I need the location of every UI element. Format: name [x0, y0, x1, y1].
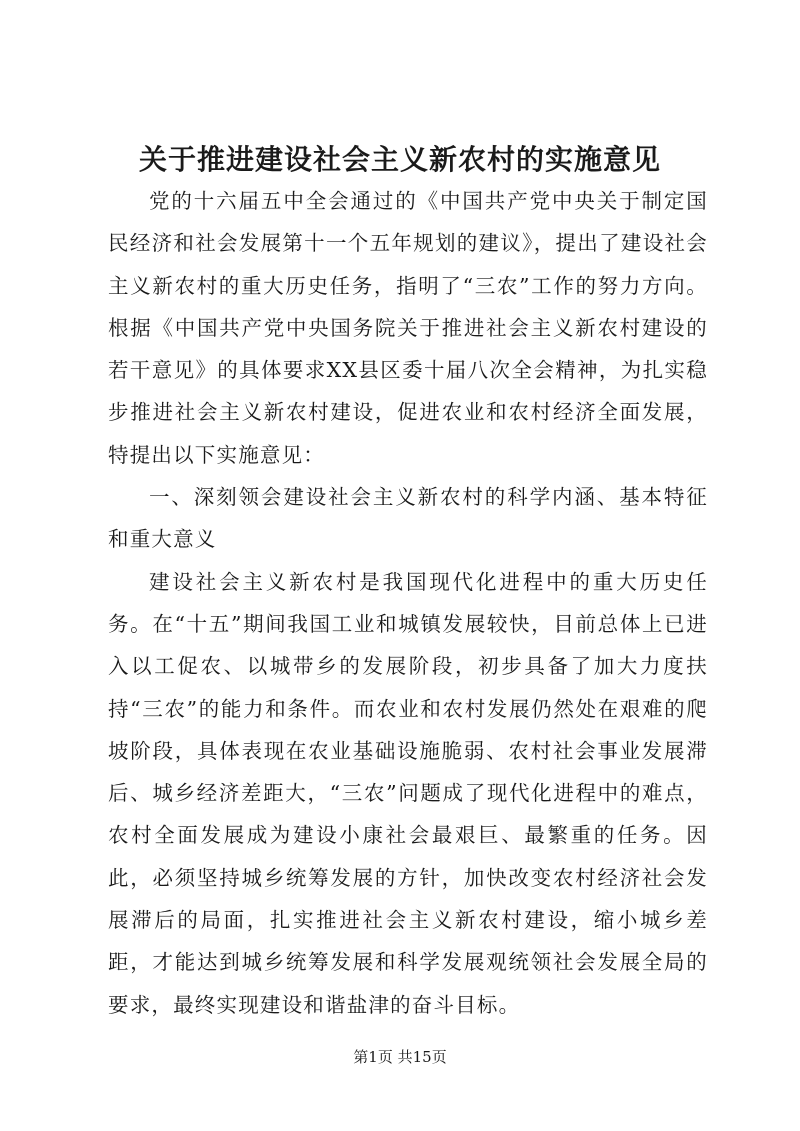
- paragraph-section-1: 建设社会主义新农村是我国现代化进程中的重大历史任务。在“十五”期间我国工业和城镇发展较快，目前总体上已进入以工促农、以城带乡的发展阶段，初步具备了加大力度扶持“三农”的能力和条件。而农业和农村发展仍然处在艰难的爬坡阶段，具体表现在农业基础设施脆弱、农村社会事业发展滞后、城乡经济差距大，“三农”问题成了现代化进程中的难点，农村全面发展成为建设小康社会最艰巨、最繁重的任务。因此，必须坚持城乡统筹发展的方针，加快改变农村经济社会发展滞后的局面，扎实推进社会主义新农村建设，缩小城乡差距，才能达到城乡统筹发展和科学发展观统领社会发展全局的要求，最终实现建设和谐盐津的奋斗目标。: [108, 569, 708, 1017]
- document-body: [108, 180, 708, 1026]
- section-heading-1: 一、深刻领会建设社会主义新农村的科学内涵、基本特征和重大意义: [108, 485, 708, 552]
- document-title: 关于推进建设社会主义新农村的实施意见: [138, 143, 661, 176]
- page-indicator: 第1页 共15页: [353, 1048, 447, 1066]
- paragraph-intro: 党的十六届五中全会通过的《中国共产党中央关于制定国民经济和社会发展第十一个五年规划的建议》，提出了建设社会主义新农村的重大历史任务，指明了“三农”工作的努力方向。根据《中国共产党中央国务院关于推进社会主义新农村建设的若干意见》的具体要求XX县区委十届八次全会精神，为扎实稳步推进社会主义新农村建设，促进农业和农村经济全面发展，特提出以下实施意见：: [108, 189, 708, 467]
